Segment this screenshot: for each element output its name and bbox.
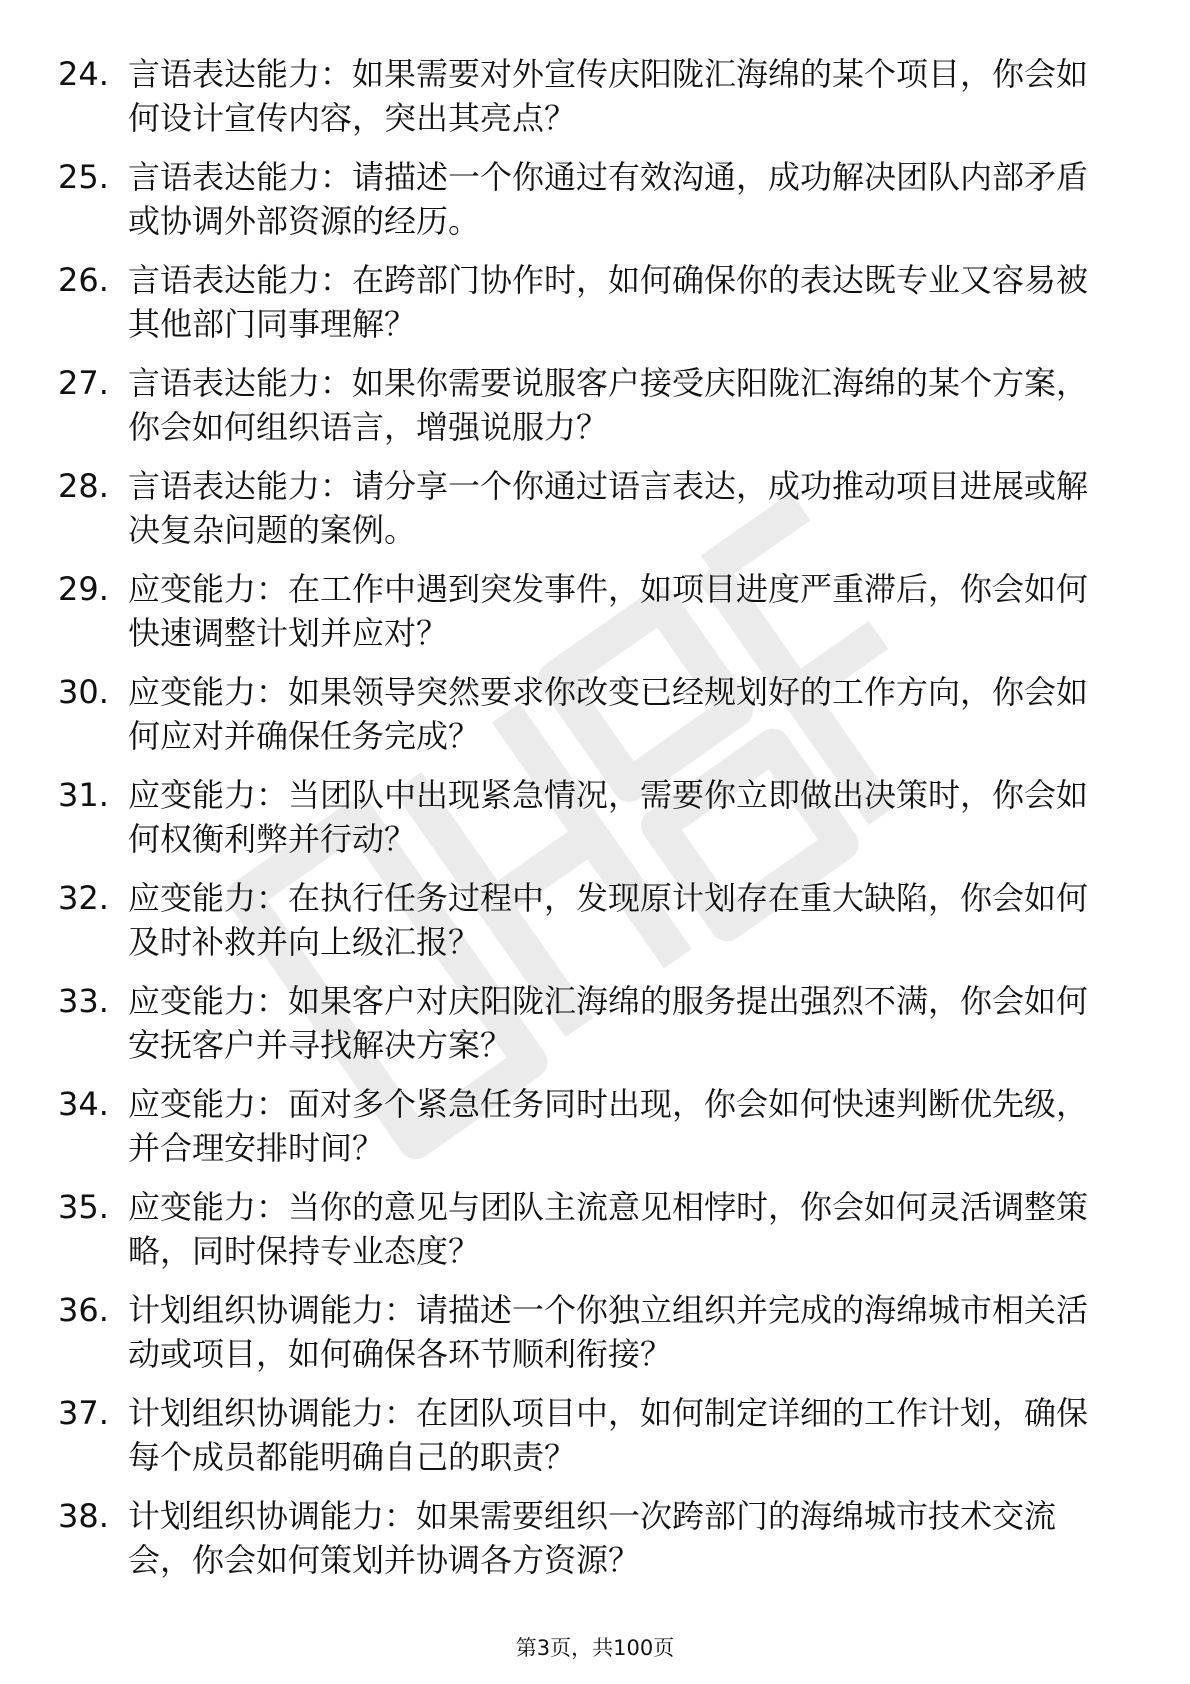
- question-item: [58, 361, 1118, 464]
- question-list: [58, 52, 1118, 1597]
- question-text: 应变能力：如果领导突然要求你改变已经规划好的工作方向，你会如何应对并确保任务完成？: [128, 673, 1089, 755]
- question-text: 计划组织协调能力：如果需要组织一次跨部门的海绵城市技术交流会，你会如何策划并协调各方资源？: [128, 1497, 1057, 1579]
- question-number: 38.: [58, 1497, 109, 1535]
- question-item: [58, 773, 1118, 876]
- question-text: 应变能力：在执行任务过程中，发现原计划存在重大缺陷，你会如何及时补救并向上级汇报？: [128, 879, 1089, 961]
- question-item: [58, 464, 1118, 567]
- question-text: 应变能力：如果客户对庆阳陇汇海绵的服务提出强烈不满，你会如何安抚客户并寻找解决方案？: [128, 982, 1089, 1064]
- question-text: 言语表达能力：如果你需要说服客户接受庆阳陇汇海绵的某个方案，你会如何组织语言，增强说服力？: [128, 364, 1089, 446]
- page-number-footer: 第3页，共100页: [515, 1636, 675, 1660]
- question-text: 应变能力：在工作中遇到突发事件，如项目进度严重滞后，你会如何快速调整计划并应对？: [128, 570, 1089, 652]
- question-item: [58, 1288, 1118, 1391]
- question-number: 30.: [58, 673, 109, 711]
- question-number: 28.: [58, 467, 109, 505]
- question-item: [58, 1082, 1118, 1185]
- question-item: [58, 876, 1118, 979]
- question-number: 35.: [58, 1188, 109, 1226]
- question-item: [58, 52, 1118, 155]
- question-number: 37.: [58, 1394, 109, 1432]
- question-text: 应变能力：面对多个紧急任务同时出现，你会如何快速判断优先级，并合理安排时间？: [128, 1085, 1089, 1167]
- question-text: 言语表达能力：请分享一个你通过语言表达，成功推动项目进展或解决复杂问题的案例。: [128, 467, 1089, 549]
- question-item: [58, 1391, 1118, 1494]
- question-text: 应变能力：当团队中出现紧急情况，需要你立即做出决策时，你会如何权衡利弊并行动？: [128, 776, 1089, 858]
- question-number: 29.: [58, 570, 109, 608]
- question-text: 言语表达能力：如果需要对外宣传庆阳陇汇海绵的某个项目，你会如何设计宣传内容，突出其亮点？: [128, 55, 1089, 137]
- question-number: 34.: [58, 1085, 109, 1123]
- question-number: 24.: [58, 55, 109, 93]
- question-item: [58, 258, 1118, 361]
- question-number: 33.: [58, 982, 109, 1020]
- question-item: [58, 670, 1118, 773]
- question-item: [58, 1185, 1118, 1288]
- question-number: 32.: [58, 879, 109, 917]
- question-item: [58, 979, 1118, 1082]
- question-text: 计划组织协调能力：请描述一个你独立组织并完成的海绵城市相关活动或项目，如何确保各环节顺利衔接？: [128, 1291, 1089, 1373]
- question-text: 计划组织协调能力：在团队项目中，如何制定详细的工作计划，确保每个成员都能明确自己的职责？: [128, 1394, 1089, 1476]
- question-item: [58, 1494, 1118, 1597]
- question-number: 31.: [58, 776, 109, 814]
- question-item: [58, 155, 1118, 258]
- question-number: 27.: [58, 364, 109, 402]
- question-number: 26.: [58, 261, 109, 299]
- question-text: 应变能力：当你的意见与团队主流意见相悖时，你会如何灵活调整策略，同时保持专业态度？: [128, 1188, 1089, 1270]
- question-number: 25.: [58, 158, 109, 196]
- question-item: [58, 567, 1118, 670]
- question-text: 言语表达能力：请描述一个你通过有效沟通，成功解决团队内部矛盾或协调外部资源的经历。: [128, 158, 1089, 240]
- question-number: 36.: [58, 1291, 109, 1329]
- question-text: 言语表达能力：在跨部门协作时，如何确保你的表达既专业又容易被其他部门同事理解？: [128, 261, 1089, 343]
